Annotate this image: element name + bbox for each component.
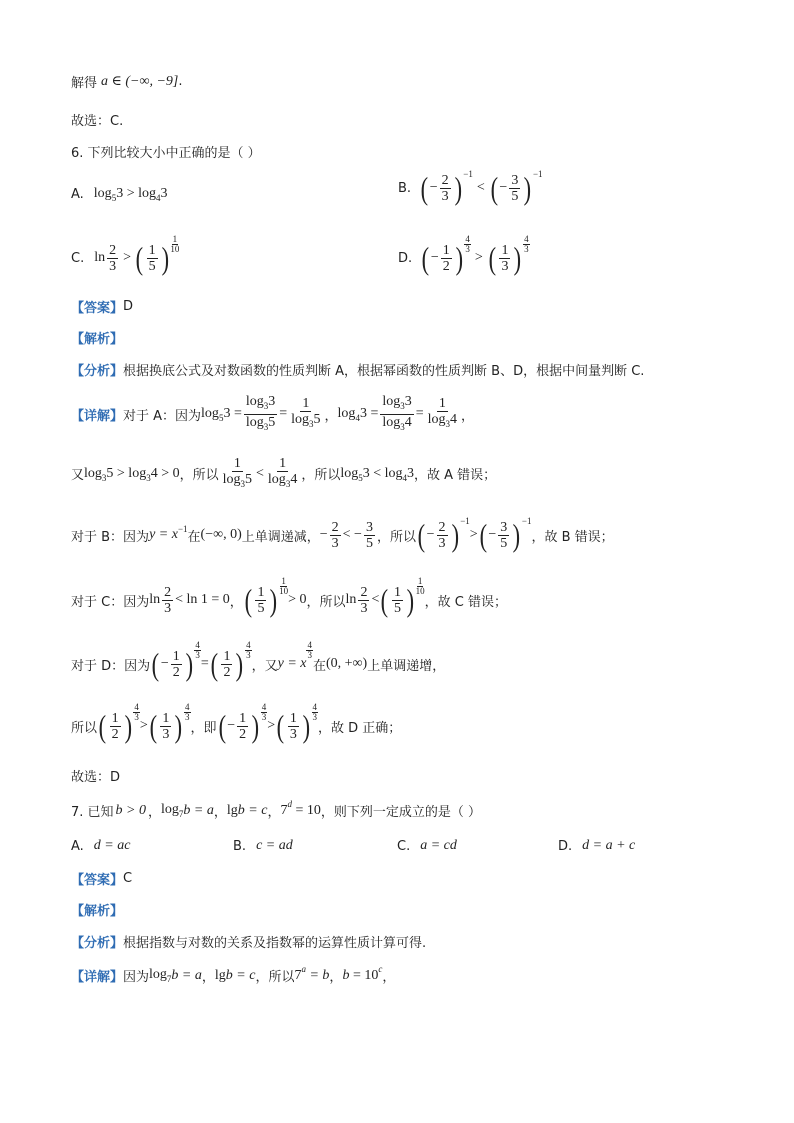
option-7B bbox=[233, 838, 293, 854]
text: 7. 已知 bbox=[71, 805, 114, 820]
detail-line-7: 【详解】 因为 $\log_7$ b = a ， lg b = c ，所以 7 a = b ， b = 10 c ， bbox=[71, 963, 396, 985]
question-7-stem: 7. 已知 b > 0 ， $\log_7$ b = a ， lg b = c ， 7 d = 10 ，则下列一定成立的是（ ） bbox=[71, 798, 481, 820]
text: ， bbox=[461, 408, 475, 424]
text: 对于 A：因为 bbox=[123, 408, 202, 424]
detail-line-D2: 所以 ( $\frac{1}{2}$ ) 4 3 > ( $\frac{1}{3}$ ) 4 3 ，即 ( − $\frac{1}{2}$ ) 4 3 > ( $\frac{1}{3}$ ) 4 3 ，故 D 正确； bbox=[71, 701, 402, 744]
detail-line-C: 对于 C：因为 ln $\frac{2}{3}$ < ln 1 = 0 ， ( $\frac{1}{5}$ ) 1 10 > 0 ，所以 ln $\frac{2}{3}$ < ( $\frac{1}{5}$ ) 1 10 ，故 C 错误； bbox=[71, 575, 507, 618]
text: 对于 B：因为 bbox=[71, 529, 150, 545]
text: . bbox=[178, 74, 183, 89]
detail-line-D: 对于 D：因为 ( − $\frac{1}{2}$ ) $\frac{4}{3}$ = ( $\frac{1}{2}$ ) 4 3 ，又 y = x 4 3 在 (0, +∞) 上单调递增， bbox=[71, 639, 446, 682]
analysis-text: 根据换底公式及对数函数的性质判断 A，根据幂函数的性质判断 B、D，根据中间量判断 C. bbox=[123, 364, 645, 379]
analysis-line-7 bbox=[71, 932, 426, 951]
math-interval: a ∈ (−∞, −9] bbox=[101, 74, 179, 89]
analysis-heading-7: 【解析】 bbox=[71, 904, 124, 919]
detail-line-A2: 又 $\log_35 > \log_34 > 0$ ，所以 $\frac{1}{\log_35}$ < $\frac{1}{\log_34}$ ，所以 $\log_53 < \log_43$ ，故 A 错误； bbox=[71, 456, 497, 489]
answer-line bbox=[71, 297, 133, 316]
math-expr: c = ad bbox=[256, 838, 293, 853]
option-C: C. ln $\frac{2}{3}$ > ( $\frac{1}{5}$ ) 1 10 bbox=[71, 233, 180, 276]
math-expr: a = cd bbox=[420, 838, 457, 853]
text: ，故 B 错误； bbox=[531, 529, 614, 545]
text: ，又 bbox=[251, 658, 278, 674]
text: ，故 C 错误； bbox=[424, 594, 507, 610]
option-label: A. bbox=[71, 186, 84, 202]
text: ，所以 bbox=[255, 970, 295, 985]
option-label: C. bbox=[397, 838, 411, 854]
text: ，故 D 正确； bbox=[318, 720, 402, 736]
option-label: B. bbox=[233, 838, 247, 854]
math-expr: d = a + c bbox=[582, 838, 636, 853]
solution-line-1 bbox=[71, 72, 183, 91]
answer-select-line-6: 故选：D bbox=[71, 770, 121, 785]
question-6-stem: 6. 下列比较大小中正确的是（ ） bbox=[71, 146, 261, 161]
analysis-heading: 【解析】 bbox=[71, 332, 124, 347]
option-A bbox=[71, 186, 167, 203]
option-D: D. ( − $\frac{1}{2}$ ) 4 3 > ( $\frac{1}{3}$ ) 4 3 bbox=[398, 233, 529, 276]
detail-line-A: 【详解】 对于 A：因为 $\log_53$ = $\frac{\log_33}{\log_35}$ = $\frac{1}{\log_35}$ ， $\log_43$ = $\frac{\log_33}{\log_34}$ = $\frac{1}{\log_34}$ ， bbox=[71, 394, 475, 432]
analysis-text: 根据指数与对数的关系及指数幂的运算性质计算可得. bbox=[123, 936, 427, 951]
text: ，即 bbox=[190, 720, 217, 736]
detail-tag: 【详解】 bbox=[71, 970, 124, 985]
text: ， bbox=[382, 970, 396, 985]
text: 又 bbox=[71, 468, 85, 484]
text: 解得 bbox=[71, 76, 98, 91]
option-label: D. bbox=[398, 250, 413, 266]
text: ，故 A 错误； bbox=[414, 468, 497, 484]
answer-text: C bbox=[123, 871, 133, 886]
option-label: C. bbox=[71, 250, 85, 266]
text: 因为 bbox=[123, 970, 150, 985]
text: ， bbox=[229, 594, 243, 610]
answer-select-line: 故选：C. bbox=[71, 114, 124, 129]
text: ，所以 bbox=[376, 529, 416, 545]
math-expr: d = ac bbox=[93, 838, 131, 853]
answer-tag: 【答案】 bbox=[71, 301, 124, 316]
text: 在 bbox=[187, 529, 201, 545]
text: 在 bbox=[312, 658, 326, 674]
text: 所以 bbox=[71, 720, 98, 736]
option-7A bbox=[71, 838, 130, 854]
text: ，所以 bbox=[306, 594, 346, 610]
answer-text: D bbox=[123, 299, 134, 314]
answer-line-7 bbox=[71, 869, 132, 888]
analysis-line bbox=[71, 360, 644, 379]
analysis-tag: 【分析】 bbox=[71, 936, 124, 951]
option-label: B. bbox=[398, 180, 412, 196]
option-label: D. bbox=[558, 838, 573, 854]
option-7C bbox=[397, 838, 457, 854]
text: 对于 D：因为 bbox=[71, 658, 151, 674]
detail-line-B: 对于 B：因为 y = x −1 在 (−∞, 0) 上单调递减， − $\frac{2}{3}$ < − $\frac{3}{5}$ ，所以 ( − $\frac{2}{3}$ ) −1 > ( − $\frac{3}{5}$ ) −1 ，故 B 错误； bbox=[71, 516, 614, 553]
option-B: B. ( − $\frac{2}{3}$ ) −1 < ( − $\frac{3}{5}$ ) −1 bbox=[398, 169, 543, 206]
text: ，所以 bbox=[301, 468, 341, 484]
math-expr: $\log_53 > \log_43$ bbox=[93, 186, 168, 203]
text: 对于 C：因为 bbox=[71, 594, 150, 610]
option-7D bbox=[558, 838, 635, 854]
answer-tag: 【答案】 bbox=[71, 873, 124, 888]
option-label: A. bbox=[71, 838, 84, 854]
detail-tag: 【详解】 bbox=[71, 408, 124, 424]
analysis-tag: 【分析】 bbox=[71, 364, 124, 379]
text: 上单调递增， bbox=[367, 658, 446, 674]
text: 上单调递减， bbox=[241, 529, 320, 545]
text: ，所以 bbox=[179, 468, 219, 484]
text: ，则下列一定成立的是（ ） bbox=[320, 805, 481, 820]
